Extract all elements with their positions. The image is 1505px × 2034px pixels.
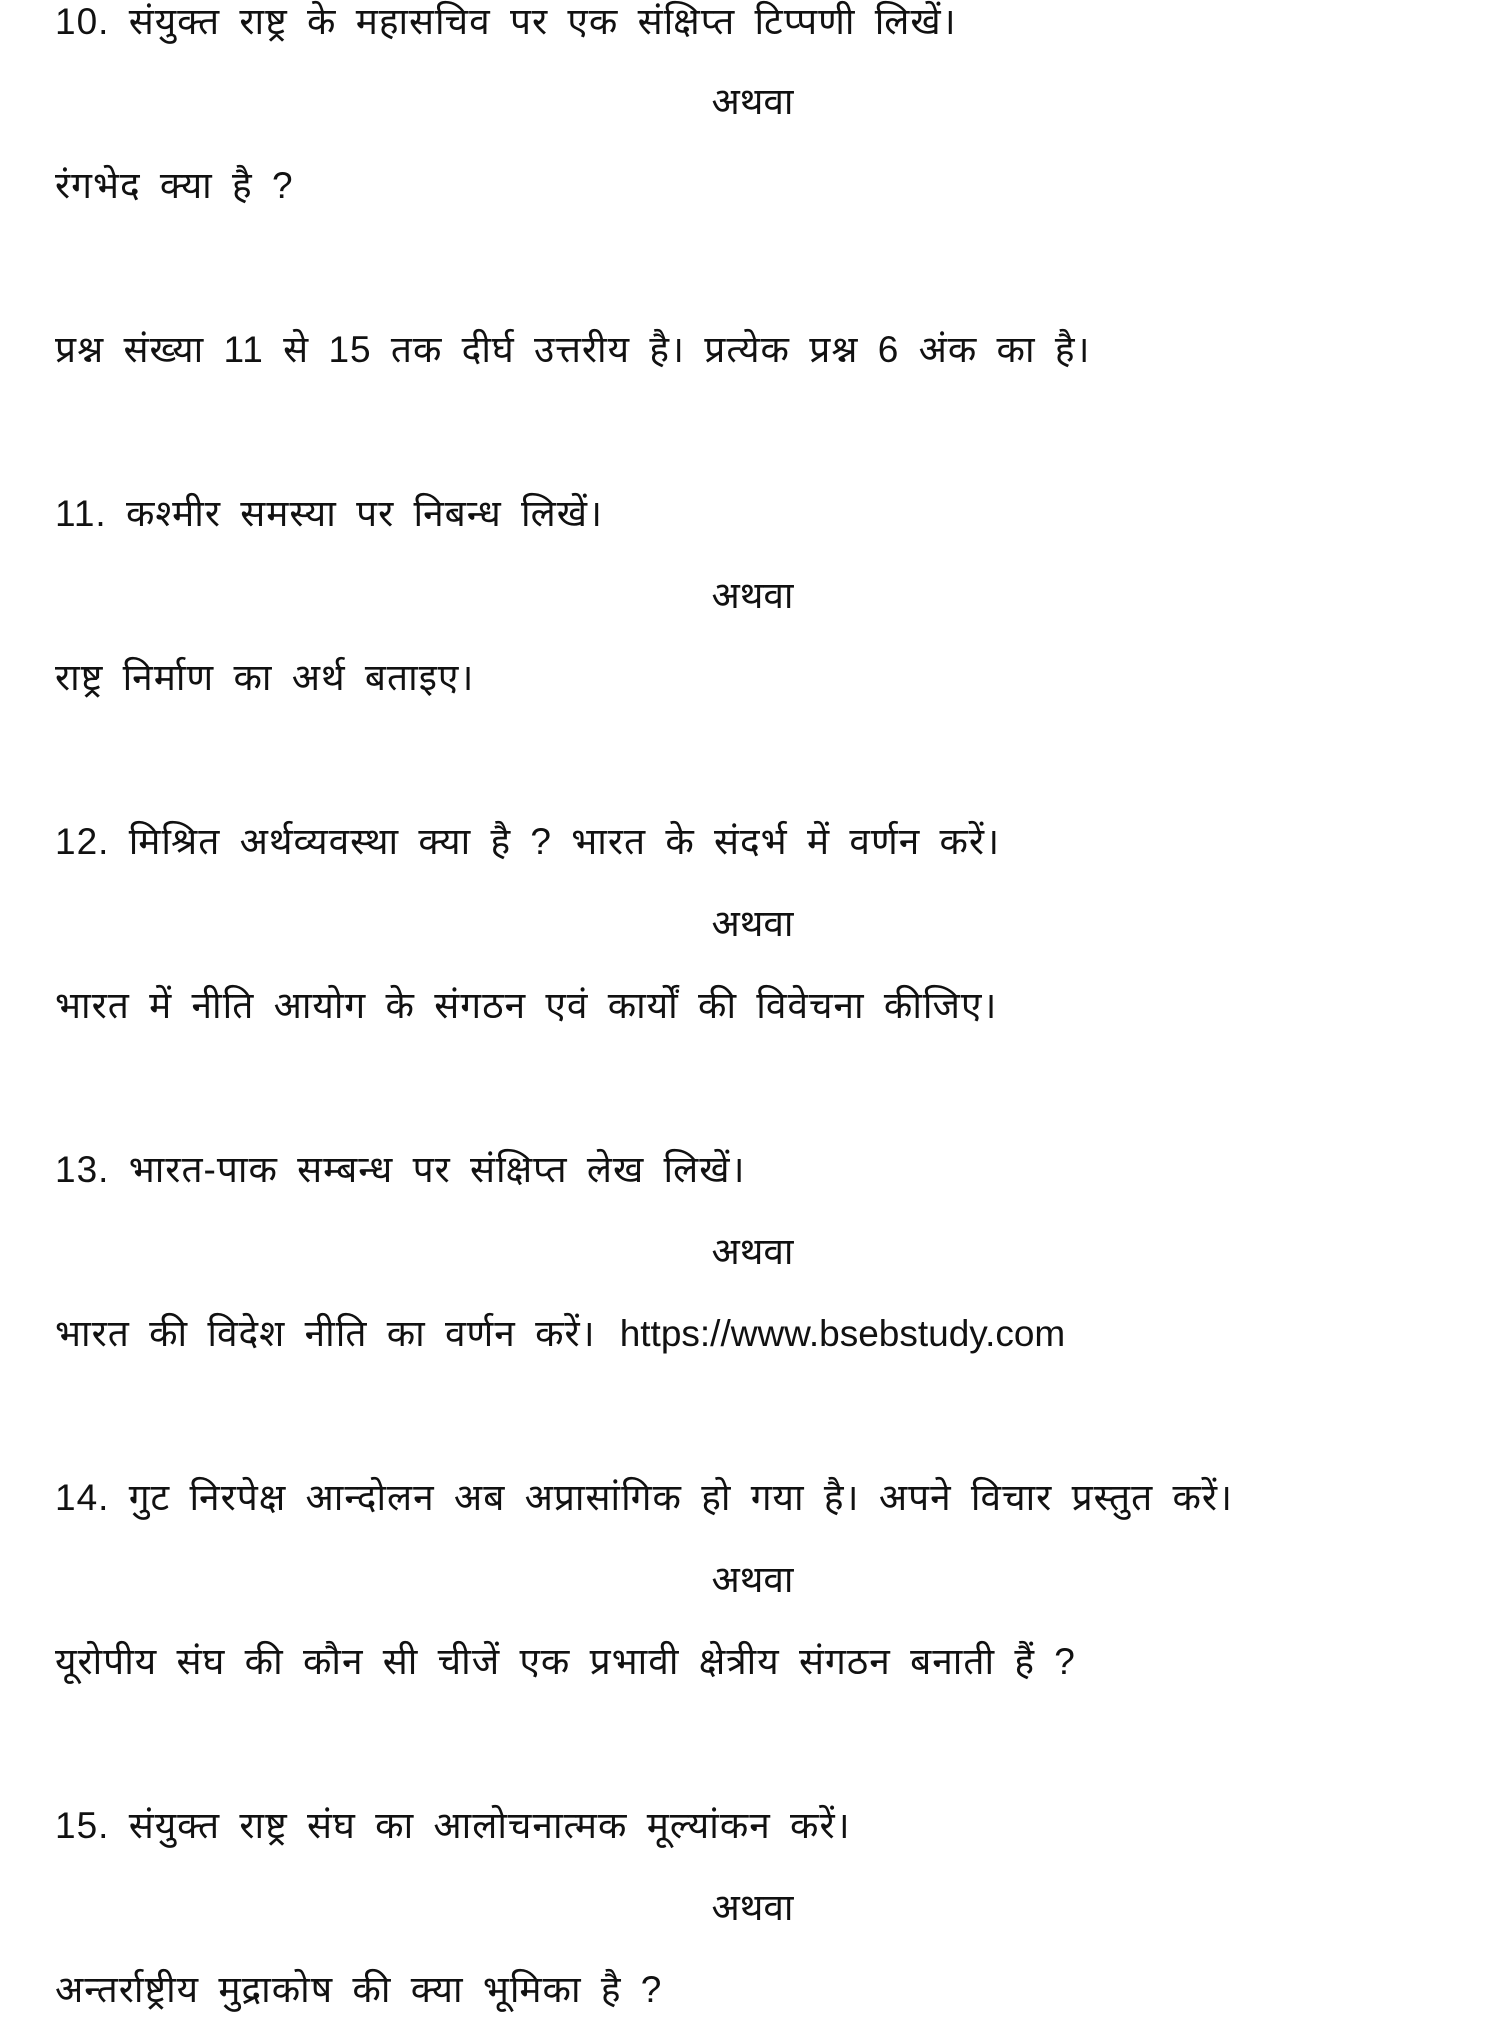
- question-13-alternative-row: [55, 1312, 1065, 1356]
- section-instruction: प्रश्न संख्या 11 से 15 तक दीर्घ उत्तरीय है। प्रत्येक प्रश्न 6 अंक का है।: [55, 329, 1091, 370]
- question-15-alternative: अन्तर्राष्ट्रीय मुद्राकोष की क्या भूमिका है ?: [55, 1969, 663, 2010]
- question-13: 13. भारत-पाक सम्बन्ध पर संक्षिप्त लेख लिखें।: [55, 1149, 746, 1190]
- question-14-alternative: यूरोपीय संघ की कौन सी चीजें एक प्रभावी क्षेत्रीय संगठन बनाती हैं ?: [55, 1641, 1076, 1682]
- question-11: 11. कश्मीर समस्या पर निबन्ध लिखें।: [55, 493, 604, 534]
- or-label: अथवा: [711, 1559, 794, 1600]
- or-label: अथवा: [711, 1887, 794, 1928]
- question-10-alternative: रंगभेद क्या है ?: [55, 165, 294, 206]
- question-12: 12. मिश्रित अर्थव्यवस्था क्या है ? भारत के संदर्भ में वर्णन करें।: [55, 821, 1001, 862]
- question-13-alternative: भारत की विदेश नीति का वर्णन करें।: [55, 1313, 596, 1354]
- question-11-alternative: राष्ट्र निर्माण का अर्थ बताइए।: [55, 657, 475, 698]
- question-10: 10. संयुक्त राष्ट्र के महासचिव पर एक संक्षिप्त टिप्पणी लिखें।: [55, 1, 957, 42]
- website-url[interactable]: https://www.bsebstudy.com: [619, 1313, 1066, 1354]
- or-label: अथवा: [711, 1231, 794, 1272]
- question-15: 15. संयुक्त राष्ट्र संघ का आलोचनात्मक मूल्यांकन करें।: [55, 1805, 851, 1846]
- or-label: अथवा: [711, 81, 794, 122]
- or-label: अथवा: [711, 575, 794, 616]
- question-14: 14. गुट निरपेक्ष आन्दोलन अब अप्रासांगिक हो गया है। अपने विचार प्रस्तुत करें।: [55, 1477, 1234, 1518]
- question-12-alternative: भारत में नीति आयोग के संगठन एवं कार्यों की विवेचना कीजिए।: [55, 985, 998, 1026]
- or-label: अथवा: [711, 903, 794, 944]
